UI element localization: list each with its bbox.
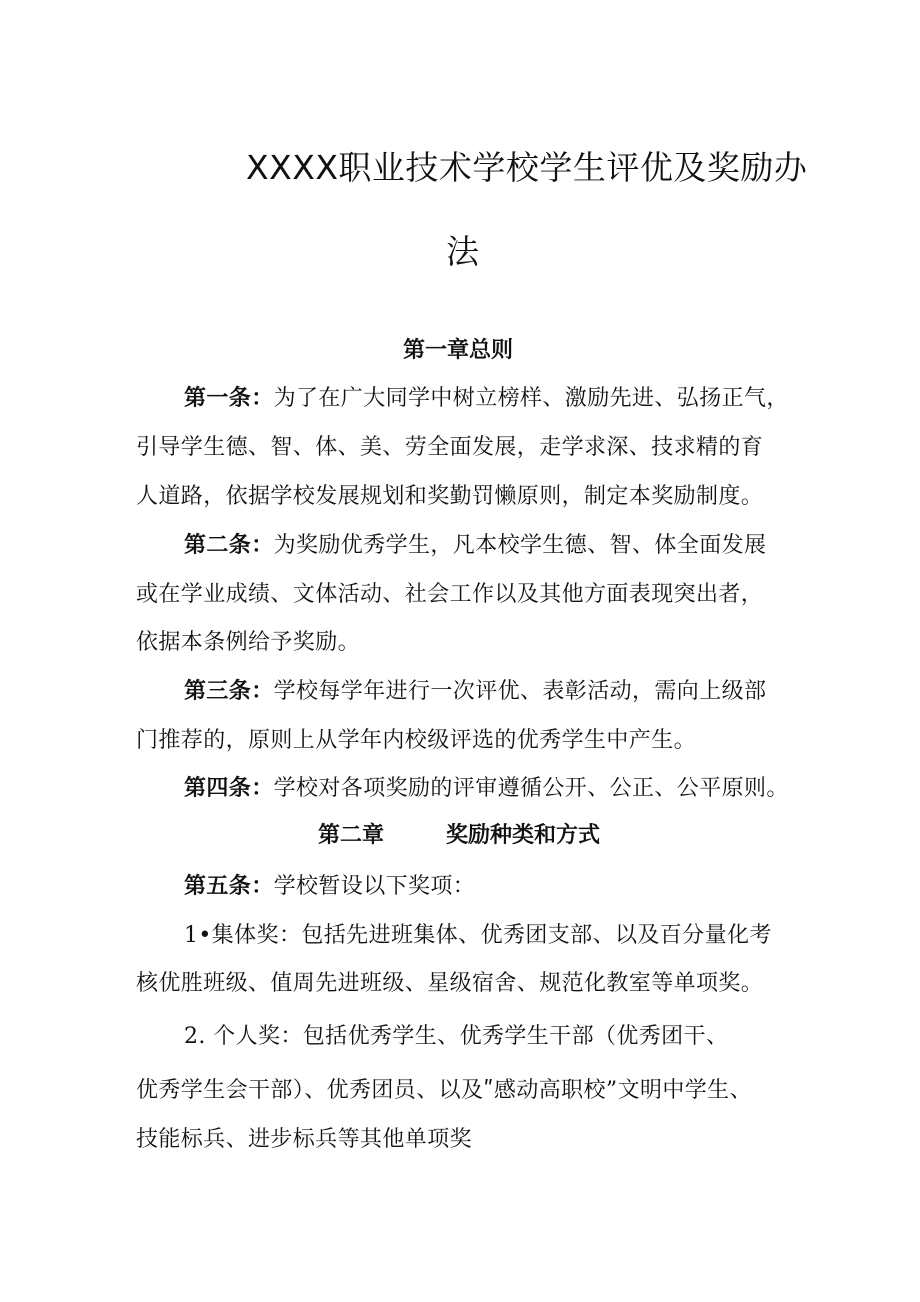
item-1-line-1: 1•集体奖：包括先进班集体、优秀团支部、以及百分量化考 (184, 923, 772, 948)
article-1-line-1 (184, 381, 789, 412)
article-2-text: 为奖励优秀学生，凡本校学生德、智、体全面发展 (273, 533, 767, 558)
article-5-line-1 (184, 869, 475, 900)
chapter-2-heading-number: 第二章 (318, 823, 385, 848)
chapter-1-heading: 第一章总则 (403, 338, 514, 363)
item-2-line-1: 2. 个人奖：包括优秀学生、优秀学生干部（优秀团干、 (184, 1024, 729, 1049)
chapter-2-heading-title: 奖励种类和方式 (446, 823, 601, 848)
article-1-label: 第一条： (184, 386, 274, 411)
article-1-line-2: 引导学生德、智、体、美、劳全面发展，走学求深、技求精的育 (136, 435, 764, 460)
article-3-line-2: 门推荐的，原则上从学年内校级评选的优秀学生中产生。 (136, 728, 697, 753)
item-2-line-2: 优秀学生会干部）、优秀团员、以及ʺ感动高职校”文明中学生、 (136, 1078, 752, 1103)
document-title-line-2: 法 (446, 232, 480, 271)
article-4-label: 第四条： (184, 776, 274, 801)
article-1-text: 为了在广大同学中树立榜样、激励先进、弘扬正气， (273, 386, 789, 411)
article-2-label: 第二条： (184, 533, 274, 558)
article-3-text: 学校每学年进行一次评优、表彰活动，需向上级部 (273, 679, 767, 704)
article-1-line-3: 人道路，依据学校发展规划和奖勤罚懒原则，制定本奖励制度。 (136, 484, 764, 509)
article-4-text: 学校对各项奖励的评审遵循公开、公正、公平原则。 (273, 776, 789, 801)
article-2-line-3: 依据本条例给予奖励。 (136, 630, 361, 655)
article-3-line-1 (184, 674, 766, 705)
article-3-label: 第三条： (184, 679, 274, 704)
item-2-line-3: 技能标兵、进步标兵等其他单项奖 (136, 1127, 473, 1152)
item-1-line-2: 核优胜班级、值周先进班级、星级宿舍、规范化教室等单项奖。 (136, 971, 764, 996)
article-5-label: 第五条： (184, 874, 274, 899)
article-4-line-1 (184, 771, 789, 802)
article-2-line-2: 或在学业成绩、文体活动、社会工作以及其他方面表现突出者， (136, 582, 764, 607)
article-5-text: 学校暂设以下奖项： (273, 874, 476, 899)
document-title-line-1: XXXX职业技术学校学生评优及奖励办 (246, 148, 808, 187)
article-2-line-1 (184, 528, 766, 559)
